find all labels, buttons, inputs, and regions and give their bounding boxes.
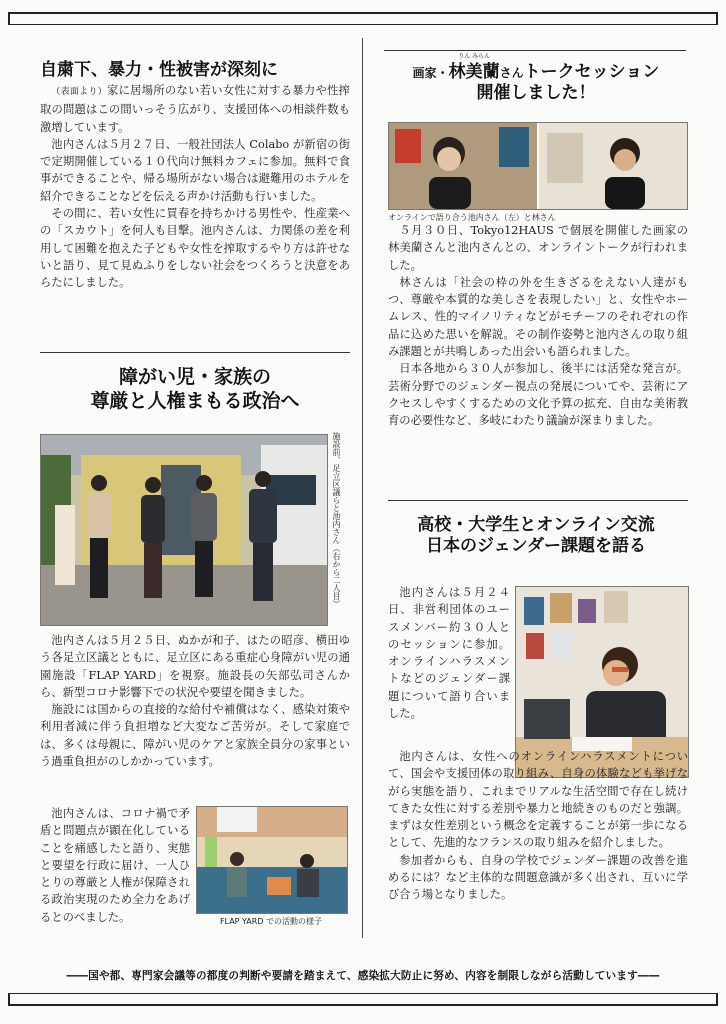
disability-heading: 障がい児・家族の 尊厳と人権まもる政治へ	[90, 366, 300, 412]
bottom-border	[8, 993, 718, 1006]
facility-photo-caption: 施設前、足立区議らと池内さん（右から二人目）	[332, 432, 341, 608]
students-heading: 高校・大学生とオンライン交流 日本のジェンダー課題を語る	[417, 515, 655, 557]
talk-heading: 画家・ りん みらん 林美蘭さんトークセッション 開催しました！	[412, 53, 660, 104]
students-body-full: 池内さんは、女性へのオンラインハラスメントについて、国会や支援団体の取り組み、自身の体験なども挙げながら実態を語り、これまでリアルな生活空間で存在し続けてきた女性に対する差別や暴力と地続きのものだと強調。まずは女性差別という概念を定義することが第一歩になるとして、先進的なフランスの取り組みを紹介しました。 参加者からも、自身の学校でジェンダー課題の改善を進めるには？など主体的な問題意識が多く出され、互いに学び合う場となりました。	[388, 750, 688, 902]
disability-body-wrap: 池内さんは、コロナ禍で矛盾と問題点が顕在化していることを痛感したと語り、実態と要望を行政に届け、一人ひとりの尊厳と人権が保障される政治実現のため全力をあげるとのべました。	[40, 807, 190, 924]
section-rule-right	[388, 500, 688, 501]
talk-body: ５月３０日、Tokyo12HAUS で個展を開催した画家の林美蘭さんと池内さんとの、オンライントークが行われました。 林さんは「社会の枠の外を生きざるをえない人達がもつ、尊厳や本質的な美しさを表現したい」と、女性やホームレス、性的マイノリティなどがモチーフのそれぞれの作品に込めた思いを解説。その制作姿勢と池内さんの取り組み課題とが共鳴しあった出会いも語られました。 日本各地から３０人が参加し、後半には活発な発言が。芸術分野でのジェンダー視点の発展についてや、芸術にアクセスしやすくするための文化予算の拡充、自由な美術教育の必要性など、多岐にわたり議論が深まりました。	[388, 224, 688, 428]
person-1	[87, 475, 111, 598]
online-talk-caption: オンラインで語り合う池内さん（左）と林さん	[388, 213, 556, 222]
online-talk-photo	[388, 122, 688, 210]
footer-notice: ――国や都、専門家会議等の都度の判断や要請を踏まえて、感染拡大防止に努め、内容を制限しながら活動しています――	[66, 970, 660, 982]
activity-photo-caption: FLAP YARD での活動の様子	[219, 917, 323, 926]
disability-body-full: 池内さんは５月２５日、ぬかが和子、はたの昭彦、横田ゆう各足立区議とともに、足立区にある重症心身障がい児の通園施設「FLAP YARD」を視察。施設長の矢部弘司さんから、新型コロナ影響下での状況や要望を聞きました。 施設には国からの直接的な給付や補償はなく、感染対策や利用者減に伴う負担増など大変なご苦労が。そして家庭では、多くは母親に、障がい児のケアと家族全員分の家事という過重負担がのしかかっています。	[40, 634, 350, 769]
column-divider	[362, 38, 363, 938]
activity-photo	[196, 806, 348, 914]
ruby-reading: りん みらん	[458, 53, 491, 60]
source-note: （表面より）	[51, 87, 108, 97]
facility-visit-photo	[40, 434, 328, 626]
violence-heading: 自粛下、暴力・性被害が深刻に	[40, 60, 278, 80]
top-border	[8, 12, 718, 25]
violence-body: （表面より）家に居場所のない若い女性に対する暴力や性搾取の問題はこの間いっそう広がり、支援団体への相談件数も激増しています。 池内さんは５月２７日、一般社団法人 Colabo が新宿の街で定期開催している１０代向け無料カフェに参加。無料で食事ができることや、帰る場所がない場合は避難用のホテルを紹介できることなどを伝える声かけ活動も行いました。 その間に、若い女性に買春を持ちかける男性や、性産業への「スカウト」を何人も目撃。池内さんは、力関係の差を利用して困難を抱えた子どもや女性を搾取するやり方は許せないと語り、見て見ぬふりをしない社会をつくろうと決意をあらたにしました。	[40, 84, 350, 290]
students-body-wrap: 池内さんは５月２４日、非営利団体のユースメンバー約３０人とのセッションに参加。オンラインハラスメントなどのジェンダー課題について語り合いました。	[388, 586, 510, 721]
person-4	[249, 471, 277, 601]
talk-top-rule	[384, 50, 686, 51]
section-rule	[40, 352, 350, 353]
